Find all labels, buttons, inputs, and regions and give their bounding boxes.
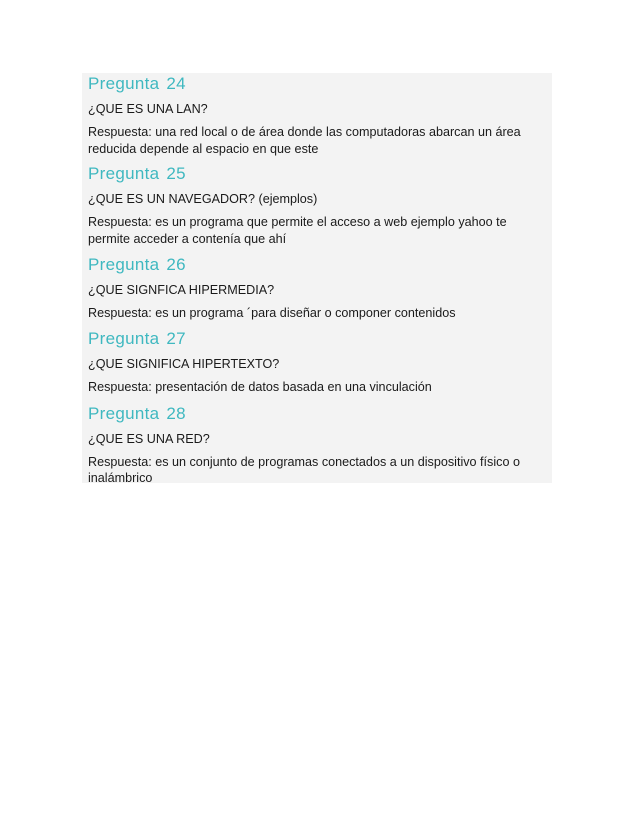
question-title: Pregunta 27: [88, 329, 186, 348]
question-text: ¿QUE ES UNA RED?: [88, 432, 210, 446]
answer-line-2: inalámbrico: [88, 471, 153, 485]
answer-line-1: Respuesta: es un programa ´para diseñar o componer contenidos: [88, 306, 456, 320]
question-text: ¿QUE ES UNA LAN?: [88, 102, 208, 116]
answer-line-1: Respuesta: una red local o de área donde las computadoras abarcan un área: [88, 125, 521, 139]
question-text: ¿QUE SIGNFICA HIPERMEDIA?: [88, 283, 275, 297]
answer-line-1: Respuesta: es un programa que permite el acceso a web ejemplo yahoo te: [88, 215, 507, 229]
answer-line-2: reducida depende al espacio en que este: [88, 142, 319, 156]
question-title: Pregunta 28: [88, 404, 186, 423]
question-text: ¿QUE SIGNIFICA HIPERTEXTO?: [88, 357, 280, 371]
question-title: Pregunta 24: [88, 74, 186, 93]
question-title: Pregunta 26: [88, 255, 186, 274]
question-title: Pregunta 25: [88, 164, 186, 183]
question-text: ¿QUE ES UN NAVEGADOR? (ejemplos): [88, 192, 318, 206]
answer-line-2: permite acceder a contenía que ahí: [88, 232, 287, 246]
answer-line-1: Respuesta: presentación de datos basada en una vinculación: [88, 380, 432, 394]
answer-line-1: Respuesta: es un conjunto de programas conectados a un dispositivo físico o: [88, 455, 520, 469]
